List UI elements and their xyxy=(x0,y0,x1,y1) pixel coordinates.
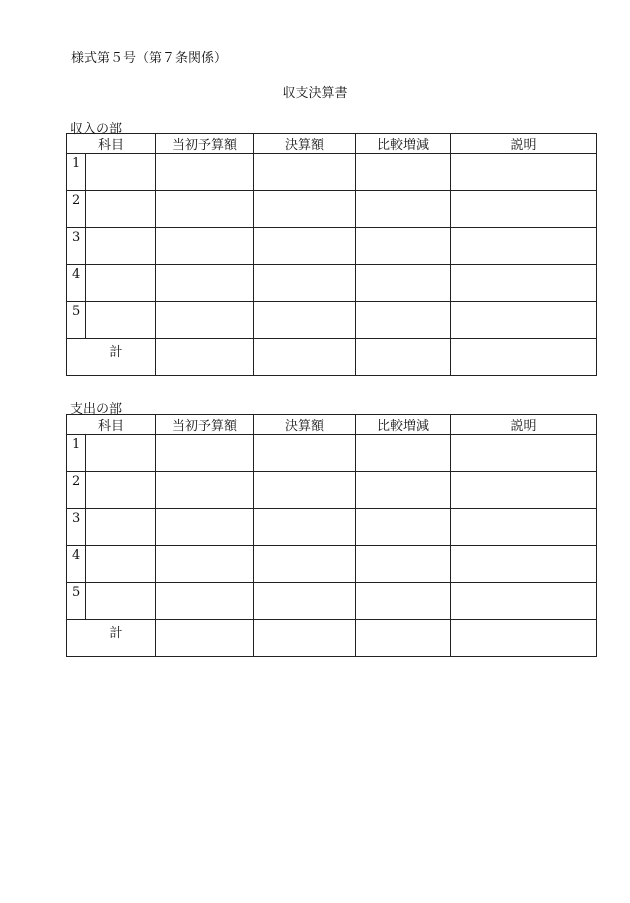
settlement-cell[interactable] xyxy=(254,509,356,546)
subject-cell[interactable] xyxy=(86,154,156,191)
row-number: 4 xyxy=(67,265,86,302)
row-number: 5 xyxy=(67,583,86,620)
subject-cell[interactable] xyxy=(86,191,156,228)
row-number: 2 xyxy=(67,191,86,228)
explanation-total-cell[interactable] xyxy=(451,339,597,376)
settlement-cell[interactable] xyxy=(254,154,356,191)
settlement-cell[interactable] xyxy=(254,472,356,509)
row-number: 4 xyxy=(67,546,86,583)
column-header-subject: 科目 xyxy=(67,415,156,435)
initial-budget-cell[interactable] xyxy=(156,191,254,228)
expenditure-table xyxy=(66,414,597,657)
table-row xyxy=(67,546,597,583)
document-title: 収支決算書 xyxy=(282,86,348,101)
difference-cell[interactable] xyxy=(356,265,451,302)
table-row xyxy=(67,154,597,191)
table-row xyxy=(67,228,597,265)
total-label: 計 xyxy=(67,620,156,657)
total-row xyxy=(67,620,597,657)
table-row xyxy=(67,265,597,302)
explanation-cell[interactable] xyxy=(451,583,597,620)
difference-cell[interactable] xyxy=(356,583,451,620)
row-number: 1 xyxy=(67,435,86,472)
difference-cell[interactable] xyxy=(356,191,451,228)
table-row xyxy=(67,302,597,339)
initial-budget-cell[interactable] xyxy=(156,265,254,302)
subject-cell[interactable] xyxy=(86,265,156,302)
table-row xyxy=(67,472,597,509)
subject-cell[interactable] xyxy=(86,546,156,583)
explanation-cell[interactable] xyxy=(451,191,597,228)
column-header-initial-budget: 当初予算額 xyxy=(156,134,254,154)
difference-cell[interactable] xyxy=(356,228,451,265)
difference-cell[interactable] xyxy=(356,472,451,509)
row-number: 3 xyxy=(67,509,86,546)
settlement-total-cell[interactable] xyxy=(254,339,356,376)
explanation-cell[interactable] xyxy=(451,472,597,509)
column-header-subject: 科目 xyxy=(67,134,156,154)
initial-budget-cell[interactable] xyxy=(156,583,254,620)
initial-budget-cell[interactable] xyxy=(156,228,254,265)
table-row xyxy=(67,435,597,472)
initial-budget-total-cell[interactable] xyxy=(156,620,254,657)
subject-cell[interactable] xyxy=(86,228,156,265)
total-row xyxy=(67,339,597,376)
column-header-initial-budget: 当初予算額 xyxy=(156,415,254,435)
difference-cell[interactable] xyxy=(356,302,451,339)
initial-budget-cell[interactable] xyxy=(156,154,254,191)
settlement-cell[interactable] xyxy=(254,228,356,265)
row-number: 1 xyxy=(67,154,86,191)
initial-budget-cell[interactable] xyxy=(156,546,254,583)
settlement-cell[interactable] xyxy=(254,583,356,620)
section-title-income: 収入の部 xyxy=(70,122,123,137)
settlement-cell[interactable] xyxy=(254,302,356,339)
subject-cell[interactable] xyxy=(86,583,156,620)
subject-cell[interactable] xyxy=(86,302,156,339)
initial-budget-cell[interactable] xyxy=(156,302,254,339)
explanation-cell[interactable] xyxy=(451,435,597,472)
settlement-cell[interactable] xyxy=(254,191,356,228)
initial-budget-total-cell[interactable] xyxy=(156,339,254,376)
settlement-cell[interactable] xyxy=(254,435,356,472)
explanation-cell[interactable] xyxy=(451,546,597,583)
column-header-settlement: 決算額 xyxy=(254,415,356,435)
explanation-total-cell[interactable] xyxy=(451,620,597,657)
table-row xyxy=(67,509,597,546)
difference-cell[interactable] xyxy=(356,509,451,546)
table-header-row xyxy=(67,415,597,435)
table-header-row xyxy=(67,134,597,154)
row-number: 3 xyxy=(67,228,86,265)
explanation-cell[interactable] xyxy=(451,509,597,546)
table-row xyxy=(67,583,597,620)
column-header-explanation: 説明 xyxy=(451,415,597,435)
explanation-cell[interactable] xyxy=(451,302,597,339)
settlement-total-cell[interactable] xyxy=(254,620,356,657)
difference-cell[interactable] xyxy=(356,154,451,191)
total-label: 計 xyxy=(67,339,156,376)
column-header-difference: 比較増減 xyxy=(356,415,451,435)
settlement-cell[interactable] xyxy=(254,546,356,583)
initial-budget-cell[interactable] xyxy=(156,472,254,509)
explanation-cell[interactable] xyxy=(451,228,597,265)
explanation-cell[interactable] xyxy=(451,265,597,302)
explanation-cell[interactable] xyxy=(451,154,597,191)
income-table xyxy=(66,133,597,376)
form-number: 様式第５号（第７条関係） xyxy=(71,51,228,66)
column-header-explanation: 説明 xyxy=(451,134,597,154)
initial-budget-cell[interactable] xyxy=(156,435,254,472)
column-header-settlement: 決算額 xyxy=(254,134,356,154)
subject-cell[interactable] xyxy=(86,472,156,509)
row-number: 2 xyxy=(67,472,86,509)
initial-budget-cell[interactable] xyxy=(156,509,254,546)
row-number: 5 xyxy=(67,302,86,339)
difference-cell[interactable] xyxy=(356,435,451,472)
subject-cell[interactable] xyxy=(86,435,156,472)
subject-cell[interactable] xyxy=(86,509,156,546)
difference-cell[interactable] xyxy=(356,546,451,583)
table-row xyxy=(67,191,597,228)
settlement-cell[interactable] xyxy=(254,265,356,302)
difference-total-cell[interactable] xyxy=(356,339,451,376)
section-title-expenditure: 支出の部 xyxy=(70,402,123,417)
column-header-difference: 比較増減 xyxy=(356,134,451,154)
difference-total-cell[interactable] xyxy=(356,620,451,657)
